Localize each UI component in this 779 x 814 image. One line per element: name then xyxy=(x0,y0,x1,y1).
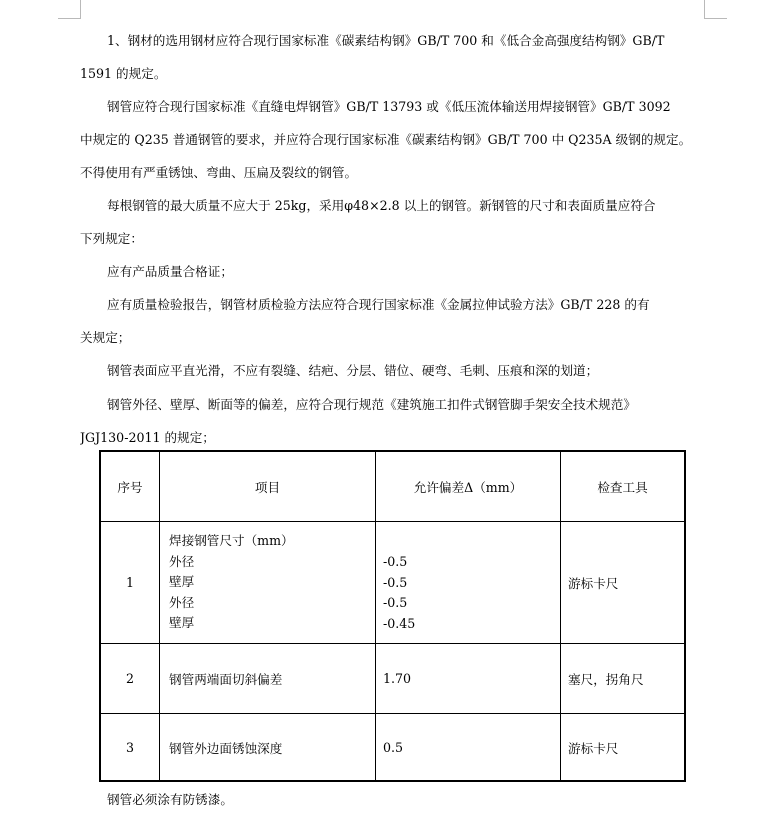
header-inspection-tool: 检查工具 xyxy=(561,451,686,522)
paragraph-steel-selection xyxy=(80,24,706,90)
row-item: 钢管外边面锈蚀深度 xyxy=(160,714,376,782)
row-number: 3 xyxy=(100,714,160,782)
header-serial-no: 序号 xyxy=(100,451,160,522)
row-tool: 塞尺，拐角尺 xyxy=(561,644,686,714)
row-tool: 游标卡尺 xyxy=(561,714,686,782)
row-item-list xyxy=(160,522,376,644)
text-line: 每根钢管的最大质量不应大于 25kg，采用φ48×2.8 以上的钢管。新钢管的尺寸和表面质量应符合 xyxy=(107,198,656,213)
row-tolerance: 1.70 xyxy=(376,644,561,714)
text-line: 不得使用有严重锈蚀、弯曲、压扁及裂纹的钢管。 xyxy=(80,165,358,180)
paragraph-deviation-rules xyxy=(80,388,706,454)
row-item: 钢管两端面切斜偏差 xyxy=(160,644,376,714)
text-line: 应有质量检验报告，钢管材质检验方法应符合现行国家标准《金属拉伸试验方法》GB/T 228 的有 xyxy=(107,297,650,312)
row-tolerance: 0.5 xyxy=(376,714,561,782)
table-row xyxy=(100,714,685,782)
item-text: 外径 xyxy=(169,594,195,610)
table-row xyxy=(100,644,685,714)
table-row xyxy=(100,522,685,644)
text-line: 1、钢材的选用钢材应符合现行国家标准《碳素结构钢》GB/T 700 和《低合金高强度结构钢》GB/T xyxy=(107,33,665,48)
tolerance-value: -0.5 xyxy=(383,554,408,569)
page-corner-mark-left xyxy=(58,0,81,19)
row-number: 1 xyxy=(100,522,160,644)
header-item: 项目 xyxy=(160,451,376,522)
tolerance-table xyxy=(99,450,686,782)
paragraph-pipe-standard xyxy=(80,90,706,189)
text-line: 应有产品质量合格证； xyxy=(107,264,233,279)
row-number: 2 xyxy=(100,644,160,714)
text-line: JGJ130-2011 的规定； xyxy=(80,430,215,445)
item-text: 壁厚 xyxy=(169,615,195,631)
item-text: 外径 xyxy=(169,553,195,569)
paragraph-anti-rust: 钢管必须涂有防锈漆。 xyxy=(107,792,233,807)
row-tolerance-list xyxy=(376,522,561,644)
paragraph-pipe-mass xyxy=(80,189,706,255)
tolerance-value: -0.45 xyxy=(383,615,416,631)
page-corner-mark-right xyxy=(704,0,727,19)
text-line: 下列规定： xyxy=(80,231,143,246)
text-line: 钢管应符合现行国家标准《直缝电焊钢管》GB/T 13793 或《低压流体输送用焊接钢管》GB/T 3092 xyxy=(107,99,671,114)
tolerance-value: -0.5 xyxy=(383,595,408,610)
paragraph-surface-quality xyxy=(80,354,706,387)
tolerance-value: -0.5 xyxy=(383,574,408,590)
paragraph-inspection-report xyxy=(80,288,706,354)
item-text: 焊接钢管尺寸（mm） xyxy=(169,533,294,549)
text-line: 中规定的 Q235 普通钢管的要求，并应符合现行国家标准《碳素结构钢》GB/T 700 中 Q235A 级钢的规定。 xyxy=(80,132,692,147)
text-line: 钢管表面应平直光滑，不应有裂缝、结疤、分层、错位、硬弯、毛刺、压痕和深的划道； xyxy=(107,363,599,378)
text-line: 钢管外径、壁厚、断面等的偏差，应符合现行规范《建筑施工扣件式钢管脚手架安全技术规范》 xyxy=(107,397,636,412)
item-text: 壁厚 xyxy=(169,574,195,590)
paragraph-certificate xyxy=(80,255,706,288)
table-header-row xyxy=(100,451,685,522)
header-tolerance: 允许偏差Δ（mm） xyxy=(376,451,561,522)
text-line: 关规定； xyxy=(80,330,131,345)
text-line: 1591 的规定。 xyxy=(80,66,167,81)
row-tool: 游标卡尺 xyxy=(561,522,686,644)
